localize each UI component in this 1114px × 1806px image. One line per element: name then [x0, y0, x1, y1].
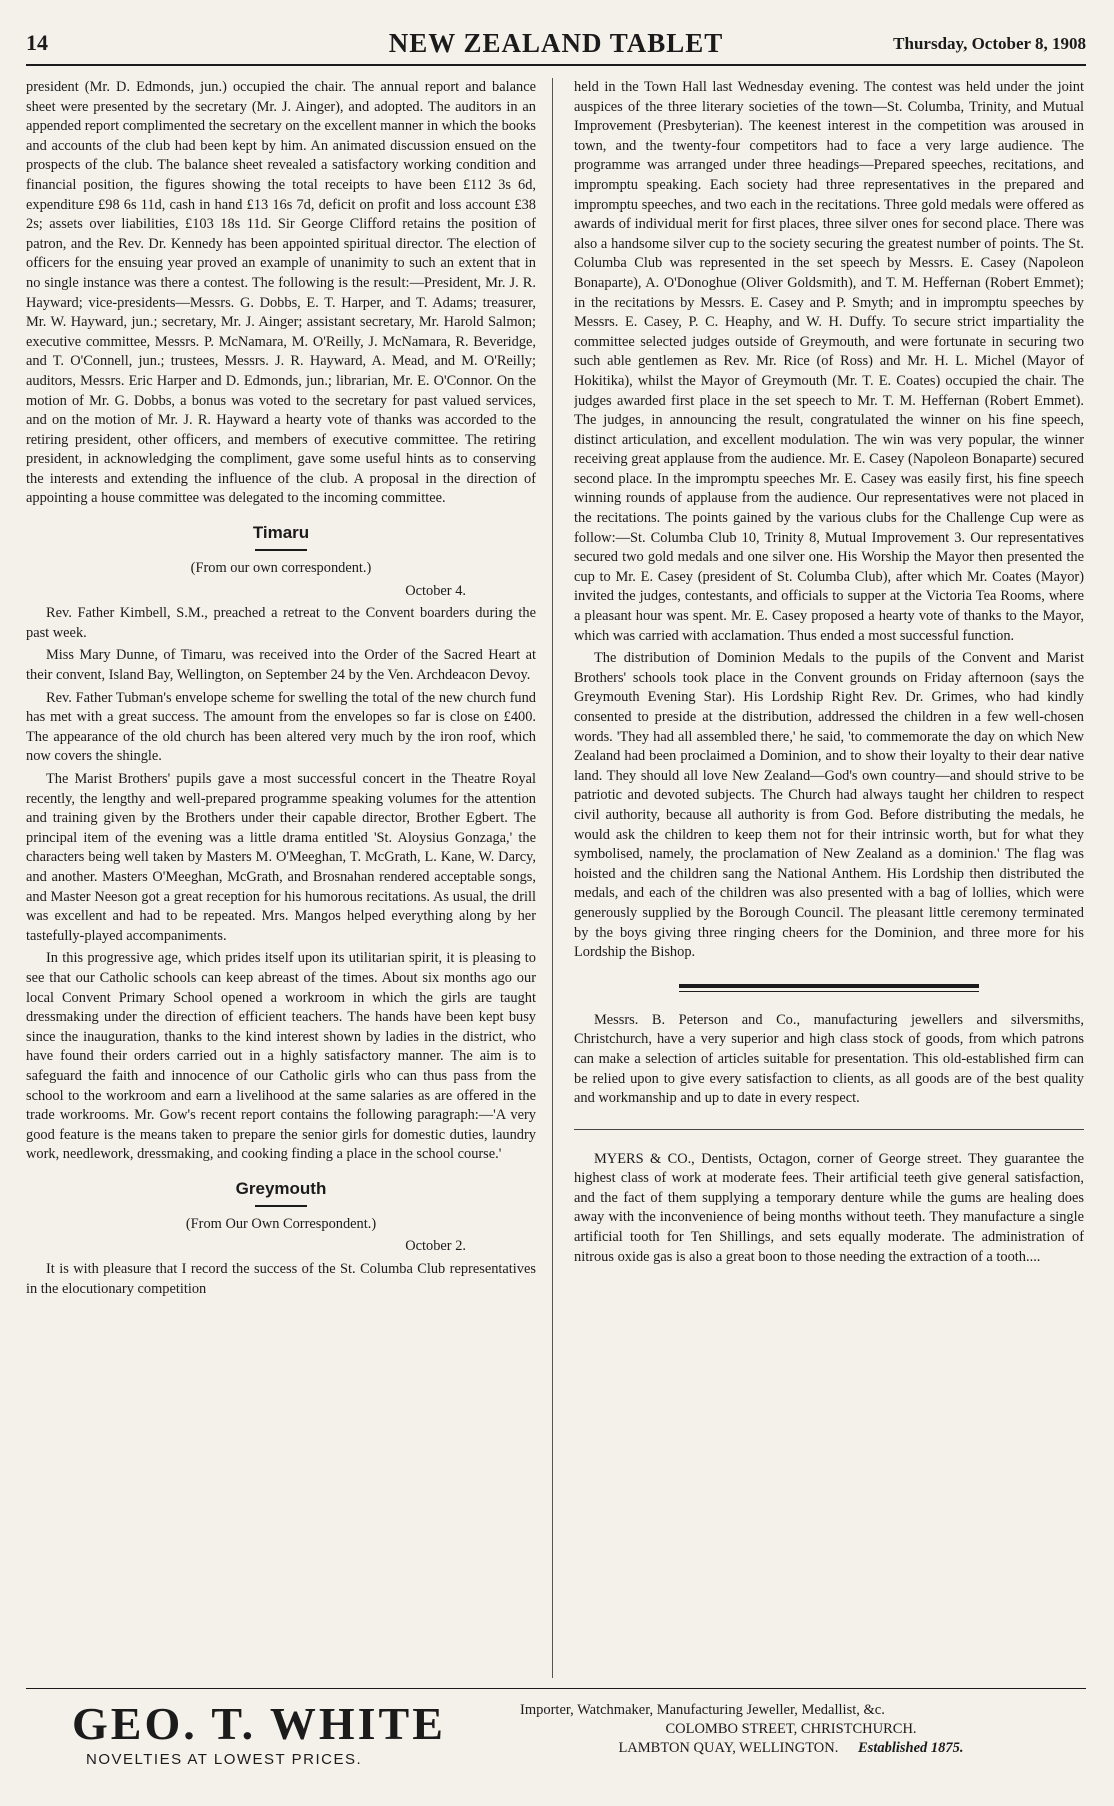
advertiser-tagline: NOVELTIES AT LOWEST PRICES.	[86, 1751, 363, 1768]
timaru-paragraph-2: Miss Mary Dunne, of Timaru, was received into the Order of the Sacred Heart at their convent, Island Bay, Wellington, on September 24 by the Ven. Archdeacon Devoy.	[26, 647, 536, 684]
masthead	[26, 26, 1086, 66]
heading-rule	[255, 549, 307, 551]
advertisement-divider	[574, 1129, 1084, 1130]
advertiser-address-christchurch: COLOMBO STREET, CHRISTCHURCH.	[665, 1721, 917, 1737]
newspaper-title: NEW ZEALAND TABLET	[388, 28, 724, 58]
column-divider	[552, 78, 553, 1678]
timaru-paragraph-1: Rev. Father Kimbell, S.M., preached a retreat to the Convent boarders during the past week.	[26, 605, 536, 641]
medals-paragraph: The distribution of Dominion Medals to the pupils of the Convent and Marist Brothers' schools took place in the Convent grounds on Friday afternoon (says the Greymouth Evening Star). His Lordship Right Rev. Dr. Grimes, who had kindly consented to preside at the distribution, addressed the children in a few well-chosen words. 'They had all assembled there,' he said, 'to commemorate the day on which New Zealand had been proclaimed a Dominion, and to show their loyalty to their dear native land. They should all love New Zealand—God's own country—and should strive to be patriotic and devoted subjects. The Church had always taught her children to respect civil authority, because all authority is from God. Before distributing the medals, he would ask the children to keep them not for their intrinsic worth, but for what they symbolised, namely, the proclamation of New Zealand as a dominion.' The flag was hoisted and the children sang the National Anthem. His Lordship then distributed the medals, and each of the children was also presented with a bag of lollies, which were generously supplied by the Borough Council. The pleasant little ceremony terminated by the boys giving three ringing cheers for the Dominion, and three more for his Lordship the Bishop.	[574, 650, 1084, 961]
section-heading-greymouth: Greymouth	[235, 1178, 327, 1198]
timaru-paragraph-3: Rev. Father Tubman's envelope scheme for swelling the total of the new church fund has met with a great success. The amount from the envelopes so far is close on £400. The appearance of the old church has been altered very much by the iron roof, which now covers the shingle.	[26, 689, 536, 765]
greymouth-dateline: October 2.	[405, 1238, 466, 1255]
left-column	[26, 78, 536, 1668]
advertiser-address-wellington-line	[496, 1739, 1086, 1758]
ornamental-rule-thin	[679, 991, 979, 992]
timaru-byline: (From our own correspondent.)	[190, 560, 372, 577]
heading-rule	[255, 1205, 307, 1207]
advertiser-name: GEO. T. WHITE	[72, 1698, 446, 1749]
advertisement-peterson: Messrs. B. Peterson and Co., manufacturing jewellers and silversmiths, Christchurch, have a very superior and high class stock of goods, from which patrons can make a selection of articles suitable for presentation. This old-established firm can be relied upon to give every satisfaction to clients, as all goods are of the best quality and workmanship and up to date in every respect.	[574, 1011, 1084, 1107]
timaru-dateline: October 4.	[405, 582, 466, 599]
timaru-paragraph-5: In this progressive age, which prides itself upon its utilitarian spirit, it is pleasing to see that our Catholic schools can keep abreast of the times. About six months ago our local Convent Primary School opened a workroom in which the girls are taught dressmaking under the direction of efficient teachers. The hands have been kept busy since the inauguration, thanks to the kind interest shown by ladies in the district, who have found their orders carried out in a highly satisfactory manner. The aim is to safeguard the faith and innocence of our Catholic girls who can thus pass from the school to the workroom and earn a livelihood at the same salaries as are offered in the trade workrooms. Mr. Gow's recent report contains the following paragraph:—'A very good feature is the means taken to prepare the senior girls for domestic duties, laundry work, needlework, dressmaking, and cooking finding a place in the school course.'	[26, 950, 536, 1163]
greymouth-paragraph-1: It is with pleasure that I record the success of the St. Columba Club representatives in the elocutionary competition	[26, 1261, 536, 1297]
advertiser-address-wellington: LAMBTON QUAY, WELLINGTON.	[618, 1740, 839, 1756]
competition-report-paragraph: held in the Town Hall last Wednesday evening. The contest was held under the joint auspices of the three literary societies of the town—St. Columba, Trinity, and Mutual Improvement (Presbyterian). The keenest interest in the competition was aroused in town, and the twenty-four competitors had to face a very large audience. The programme was arranged under three headings—Prepared speeches, recitations, and impromptu speaking. Each society had three representatives in the prepared and impromptu speeches, and two each in the recitations. Three gold medals were offered as awards of individual merit for first places, three silver ones for second place. There was also a handsome silver cup to the society securing the greatest number of points. The St. Columba Club was represented in the set speech by Messrs. E. Casey (Napoleon Bonaparte), A. O'Donoghue (Oliver Goldsmith), and T. M. Heffernan (Robert Emmet); in the recitations by Messrs. E. Casey and P. Smyth; and in impromptu speeches by Messrs. E. Casey, P. C. Heaphy, and W. H. Duffy. To secure strict impartiality the committee selected judges outside of Greymouth, and were fortunate in securing two such able gentlemen as Rev. Mr. Rice (of Ross) and Mr. H. L. Michel (Mayor of Hokitika), whilst the Mayor of Greymouth (Mr. T. E. Coates) occupied the chair. The judges awarded first place in the set speech to Mr. T. M. Heffernan (Robert Emmet). The judges, in announcing the result, congratulated the winner on his fine speech, distinct articulation, and excellent modulation. The win was very popular, the winner receiving great applause from the audience. Mr. E. Casey (Napoleon Bonaparte) secured second place. In the impromptu speeches Mr. E. Casey was easily first, his fine speech winning rounds of applause from the audience. Our representatives were not placed in the recitations. The points gained by the various clubs for the Challenge Cup were as follow:—St. Columba Club 10, Trinity 8, Mutual Improvement 3. Our representatives secured two gold medals and one silver one. His Worship the Mayor then presented the cup to Mr. E. Casey (president of St. Columba Club), after which Mr. Coates (Mayor) invited the judges, contestants, and officials to supper at the Victoria Tea Rooms, where a pleasant hour was spent. Mr. E. Casey proposed a hearty vote of thanks to the Mayor, which was carried with acclamation. Thus ended a most successful function.	[574, 79, 1084, 644]
established-note: Established 1875.	[858, 1740, 964, 1756]
advertiser-trades: Importer, Watchmaker, Manufacturing Jeweller, Medallist, &c.	[520, 1702, 885, 1718]
right-column	[574, 78, 1084, 1668]
ornamental-rule-thick	[679, 984, 979, 988]
page-number: 14	[26, 30, 48, 55]
ornamental-rule	[679, 981, 979, 995]
advertisement-myers: MYERS & CO., Dentists, Octagon, corner of George street. They guarantee the highest class of work at moderate fees. Their artificial teeth give general satisfaction, and the fact of them supplying a temporary denture while the gums are healing does away with the inconvenience of being months without teeth. They manufacture a single artificial tooth for Ten Shillings, and sets equally moderate. The administration of nitrous oxide gas is also a great boon to those needing the extraction of a tooth....	[574, 1150, 1084, 1265]
club-report-paragraph: president (Mr. D. Edmonds, jun.) occupied the chair. The annual report and balance sheet were presented by the secretary (Mr. J. Ainger), and adopted. The auditors in an appended report complimented the secretary on the excellent manner in which the books and accounts of the club had been kept by him. An animated discussion ensued on the prospects of the club. The balance sheet revealed a satisfactory working condition and financial position, the figures showing the total receipts to have been £112 3s 6d, expenditure £98 6s 11d, cash in hand £13 16s 7d, deficit on profit and loss account £38 2s; assets over liabilities, £103 18s 11d. Sir George Clifford retains the position of patron, and the Rev. Dr. Kennedy has been appointed spiritual director. The election of officers for the ensuing year proved an example of unanimity to such an extent that in no single instance was there a contest. The following is the result:—President, Mr. J. R. Hayward; vice-presidents—Messrs. G. Dobbs, E. T. Harper, and T. Adams; treasurer, Mr. W. Hayward, jun.; secretary, Mr. J. Ainger; assistant secretary, Mr. Harold Salmon; executive committee, Messrs. P. McNamara, M. O'Reilly, J. McNamara, R. Beveridge, and T. O'Connell, jun.; trustees, Messrs. J. R. Hayward, A. Mead, and M. O'Reilly; auditors, Messrs. Eric Harper and D. Edmonds, jun.; librarian, Mr. E. O'Connor. On the motion of Mr. G. Dobbs, a bonus was voted to the secretary for past valued services, and on the motion of Mr. J. R. Hayward a hearty vote of thanks was accorded to the retiring president, other officers, and members of executive committee. The retiring president, in acknowledging the compliment, gave some useful hints as to conserving the interests and extending the influence of the club. A proposal in the direction of appointing a house committee was delegated to the incoming committee.	[26, 79, 536, 507]
issue-date: Thursday, October 8, 1908	[893, 34, 1086, 53]
timaru-paragraph-4: The Marist Brothers' pupils gave a most successful concert in the Theatre Royal recently, the lengthy and well-prepared programme speaking volumes for the attention and training given by the Brothers under their capable director, Brother Egbert. The principal item of the evening was a little drama entitled 'St. Aloysius Gonzaga,' the characters being well taken by Masters M. O'Meeghan, T. McGrath, L. Kane, W. Darcy, and another. Masters O'Meeghan, McGrath, and Brosnahan rendered acceptable songs, and Master Neeson got a great reception for his humorous recitations. As usual, the drill was excellent and had to be repeated. Mrs. Mangos helped everything along by her tastefully-played accompaniments.	[26, 771, 536, 944]
footer-advertisement	[26, 1688, 1086, 1788]
section-heading-timaru: Timaru	[252, 523, 310, 543]
greymouth-byline: (From Our Own Correspondent.)	[185, 1215, 377, 1232]
advertiser-details	[496, 1701, 1086, 1758]
